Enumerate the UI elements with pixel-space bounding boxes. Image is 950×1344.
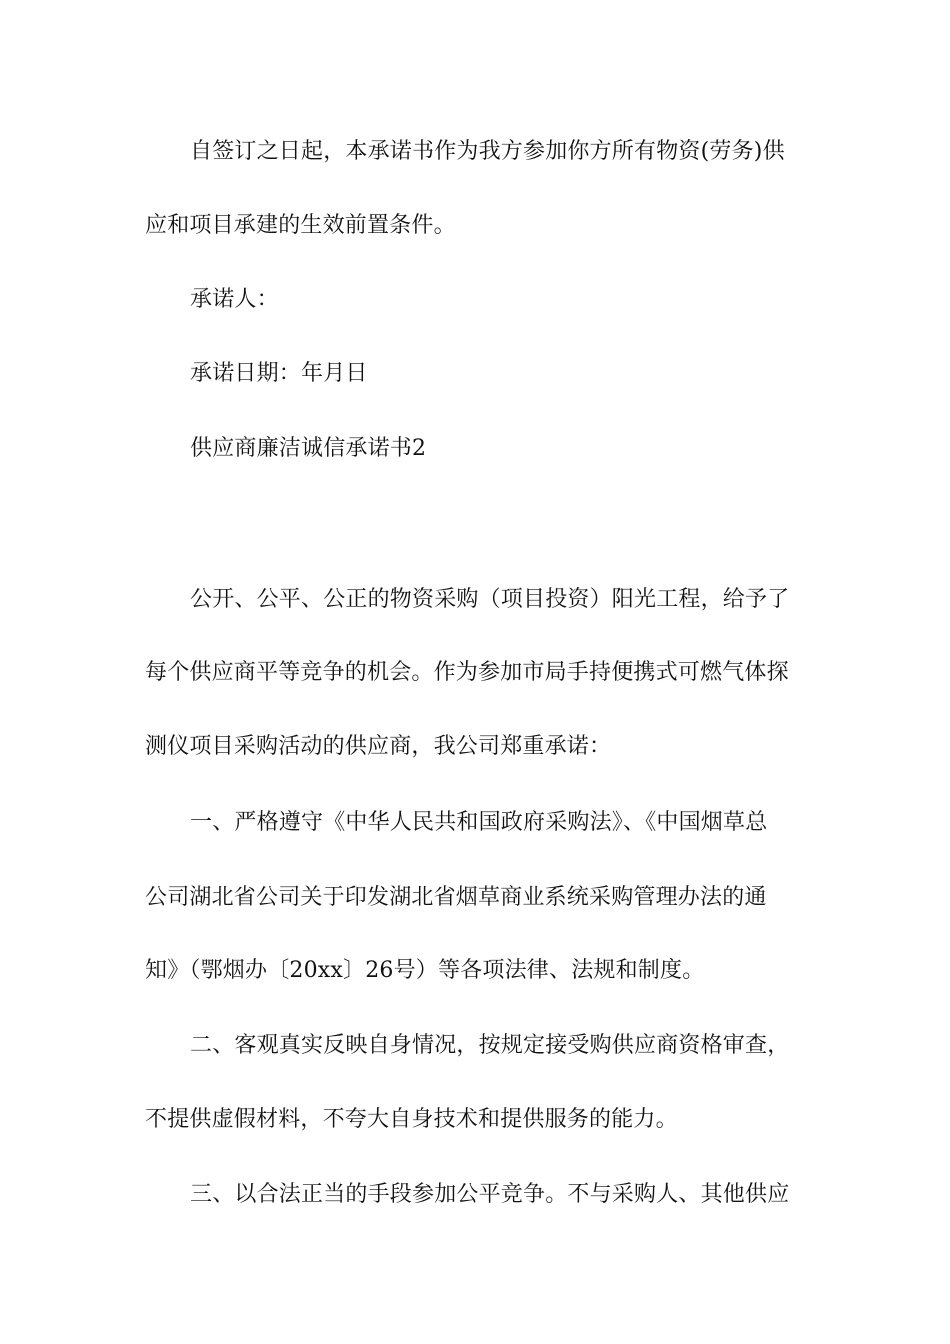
clause-2-line-1: 二、客观真实反映自身情况，按规定接受购供应商资格审查， bbox=[190, 1033, 790, 1058]
clause-3-line-1: 三、以合法正当的手段参加公平竞争。不与采购人、其他供应 bbox=[190, 1182, 790, 1207]
paragraph-line-8: 测仪项目采购活动的供应商，我公司郑重承诺： bbox=[145, 734, 612, 759]
section-title: 供应商廉洁诚信承诺书2 bbox=[190, 436, 427, 461]
clause-2-line-2: 不提供虚假材料，不夸大自身技术和提供服务的能力。 bbox=[145, 1107, 678, 1132]
paragraph-line-6: 公开、公平、公正的物资采购（项目投资）阳光工程，给予了 bbox=[190, 587, 790, 612]
paragraph-line-2: 应和项目承建的生效前置条件。 bbox=[145, 213, 456, 238]
clause-1-line-1: 一、严格遵守《中华人民共和国政府采购法》、《中国烟草总 bbox=[190, 810, 768, 835]
date-label: 承诺日期：年月日 bbox=[190, 361, 368, 386]
clause-1-line-3: 知》（鄂烟办〔20xx〕26号）等各项法律、法规和制度。 bbox=[145, 958, 705, 983]
paragraph-line-7: 每个供应商平等竞争的机会。作为参加市局手持便携式可燃气体探 bbox=[145, 660, 789, 685]
signatory-label: 承诺人： bbox=[190, 287, 279, 312]
clause-1-line-2: 公司湖北省公司关于印发湖北省烟草商业系统采购管理办法的通 bbox=[145, 885, 767, 910]
paragraph-line-1: 自签订之日起，本承诺书作为我方参加你方所有物资(劳务)供 bbox=[190, 139, 785, 164]
